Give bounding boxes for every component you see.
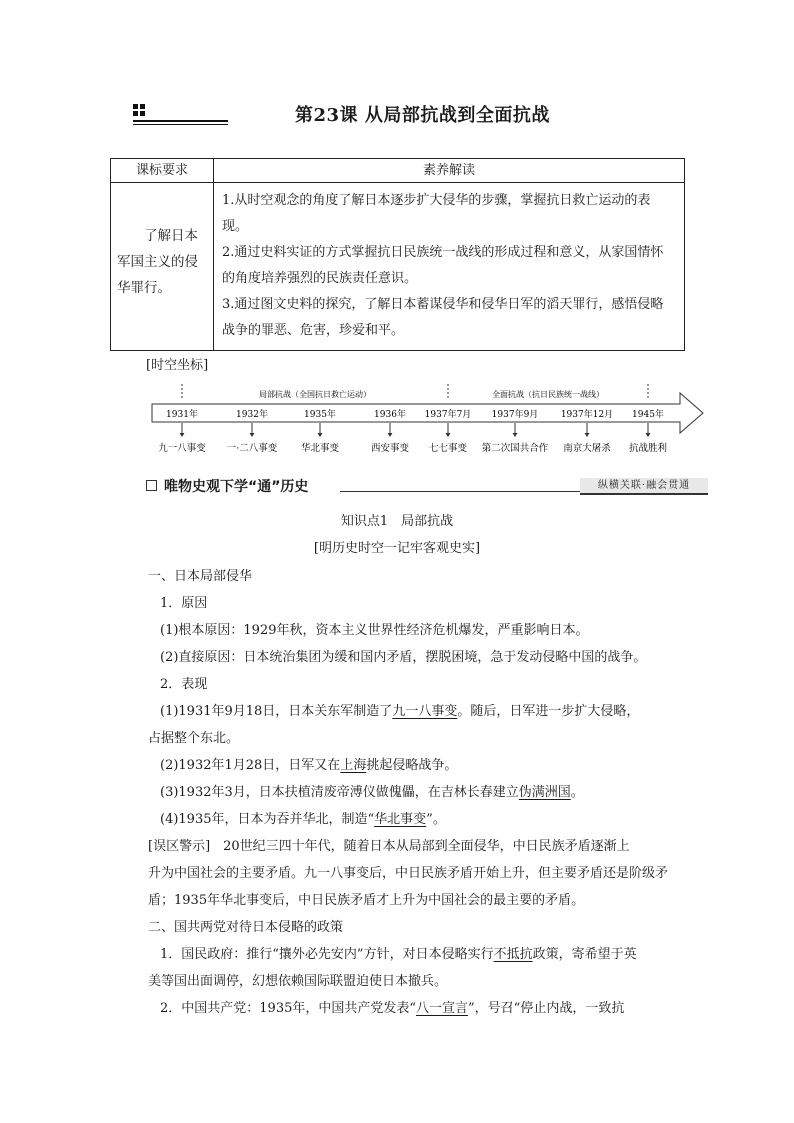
header-rule-thin [133,124,228,125]
timeline-tick-arrow [446,433,451,437]
banner-rule [340,491,580,492]
section-banner-tag: 纵横关联·融会贯通 [580,478,708,495]
section-banner-title: 唯物史观下学“通”历史 [164,479,309,495]
text: (4)1935年，日本为吞并华北，制造“ [160,812,375,827]
paragraph [160,781,584,800]
text: ”，号召“停止内战，一致抗 [468,1001,625,1016]
text: 。 [570,785,584,800]
timeline-event: 七七事变 [428,443,468,454]
paragraph: (2)直接原因：日本统治集团为缓和国内矛盾，摆脱困境，急于发动侵略中国的战争。 [160,650,647,665]
knowledge-point-subtitle: [明历史时空一记牢客观史实] [313,541,481,556]
key-term: 八一宣言 [416,1001,469,1016]
timeline-event: 一·二八事变 [226,443,278,454]
timeline-tick-arrow [180,433,185,437]
paragraph: (1)根本原因：1929年秋，资本主义世界性经济危机爆发，严重影响日本。 [160,623,589,638]
timeline-event: 华北事变 [300,443,340,454]
timeline-tick-arrow [388,433,393,437]
warning-paragraph: 盾；1935年华北事变后，中日民族矛盾才上升为中国社会的最主要的矛盾。 [148,893,585,908]
interpretation-item: 3.通过图文史料的探究，了解日本蓄谋侵华和侵华日军的滔天罪行，感悟侵略战争的罪恶、危害，珍爱和平。 [222,297,664,338]
paragraph [160,997,624,1016]
timeline-year: 1932年 [236,410,268,420]
interpretation-item: 1.从时空观念的角度了解日本逐步扩大侵华的步骤，掌握抗日救亡运动的表现。 [222,193,651,234]
paragraph [160,943,637,962]
phase-label-partial: 局部抗战（全国抗日救亡运动） [259,390,371,399]
heading-japanese-invasion: 一、日本局部侵华 [148,569,253,584]
table-header-interpretation: 素养解读 [214,159,684,183]
warning-paragraph: 升为中国社会的主要矛盾。九一八事变后，中日民族矛盾开始上升，但主要矛盾还是阶级矛 [148,866,669,881]
paragraph: 占据整个东北。 [148,731,240,746]
timeline-year: 1937年9月 [491,410,539,420]
timeline-year: 1937年12月 [560,410,614,420]
heading-policies: 二、国共两党对待日本侵略的政策 [148,920,344,935]
phase-label-full: 全面抗战（抗日民族统一战线） [492,390,604,399]
timeline-year: 1931年 [166,410,198,420]
timeline-tick-arrow [513,433,518,437]
timeline-year: 1945年 [632,410,664,420]
interpretation-item: 2.通过史料实证的方式掌握抗日民族统一战线的形成过程和意义，从家国情怀的角度培养强烈的民族责任意识。 [222,245,664,286]
heading-manifestations: 2．表现 [160,677,208,692]
timeline-event: 九一八事变 [158,443,206,454]
timeline-event: 抗战胜利 [628,443,668,454]
text: 1．国民政府：推行“攘外必先安内”方针，对日本侵略实行 [160,947,494,962]
key-term: 九一八事变 [392,704,458,719]
text: 挑起侵略战争。 [366,758,458,773]
timeline-event: 南京大屠杀 [563,443,611,454]
interpretation-cell [214,183,684,350]
knowledge-point-title: 知识点1 局部抗战 [340,514,454,529]
timeline-year: 1936年 [374,410,406,420]
timeline-event: 西安事变 [370,443,410,454]
header-rule [133,120,228,122]
key-term: 华北事变 [374,812,427,827]
text: 。随后，日军进一步扩大侵略， [457,704,640,719]
timeline-year: 1937年7月 [424,410,472,420]
timeline-tick-arrow [585,433,590,437]
requirement-cell: 了解日本军国主义的侵华罪行。 [111,183,214,350]
timeline-heading: [时空坐标] [146,358,209,373]
warning-paragraph: [误区警示] 20世纪三四十年代，随着日本从局部到全面侵华，中日民族矛盾逐渐上 [148,839,630,854]
requirements-table [110,158,685,351]
timeline-event: 第二次国共合作 [481,443,549,454]
key-term: 伪满洲国 [518,785,571,800]
key-term: 不抵抗 [493,947,533,962]
banner-box-icon [146,480,157,491]
timeline-tick-arrow [318,433,323,437]
paragraph [160,700,639,719]
timeline-tick-arrow [250,433,255,437]
text: 2．中国共产党：1935年，中国共产党发表“ [160,1001,417,1016]
timeline-tick-arrow [646,433,651,437]
paragraph [160,808,446,827]
heading-causes: 1．原因 [160,596,208,611]
text: (2)1932年1月28日，日军又在 [160,758,341,773]
table-header-requirement: 课标要求 [111,159,214,183]
text: (3)1932年3月，日本扶植清废帝溥仪做傀儡，在吉林长春建立 [160,785,519,800]
text: ”。 [426,812,446,827]
timeline-year: 1935年 [304,410,336,420]
timeline-diagram [150,380,710,460]
page-title: 第23课 从局部抗战到全面抗战 [295,105,550,126]
paragraph [160,754,457,773]
key-term: 上海 [340,758,367,773]
section-grid-icon [133,104,145,116]
text: 政策，寄希望于英 [532,947,637,962]
paragraph: 美等国出面调停，幻想依赖国际联盟迫使日本撤兵。 [148,974,448,989]
text: (1)1931年9月18日，日本关东军制造了 [160,704,393,719]
